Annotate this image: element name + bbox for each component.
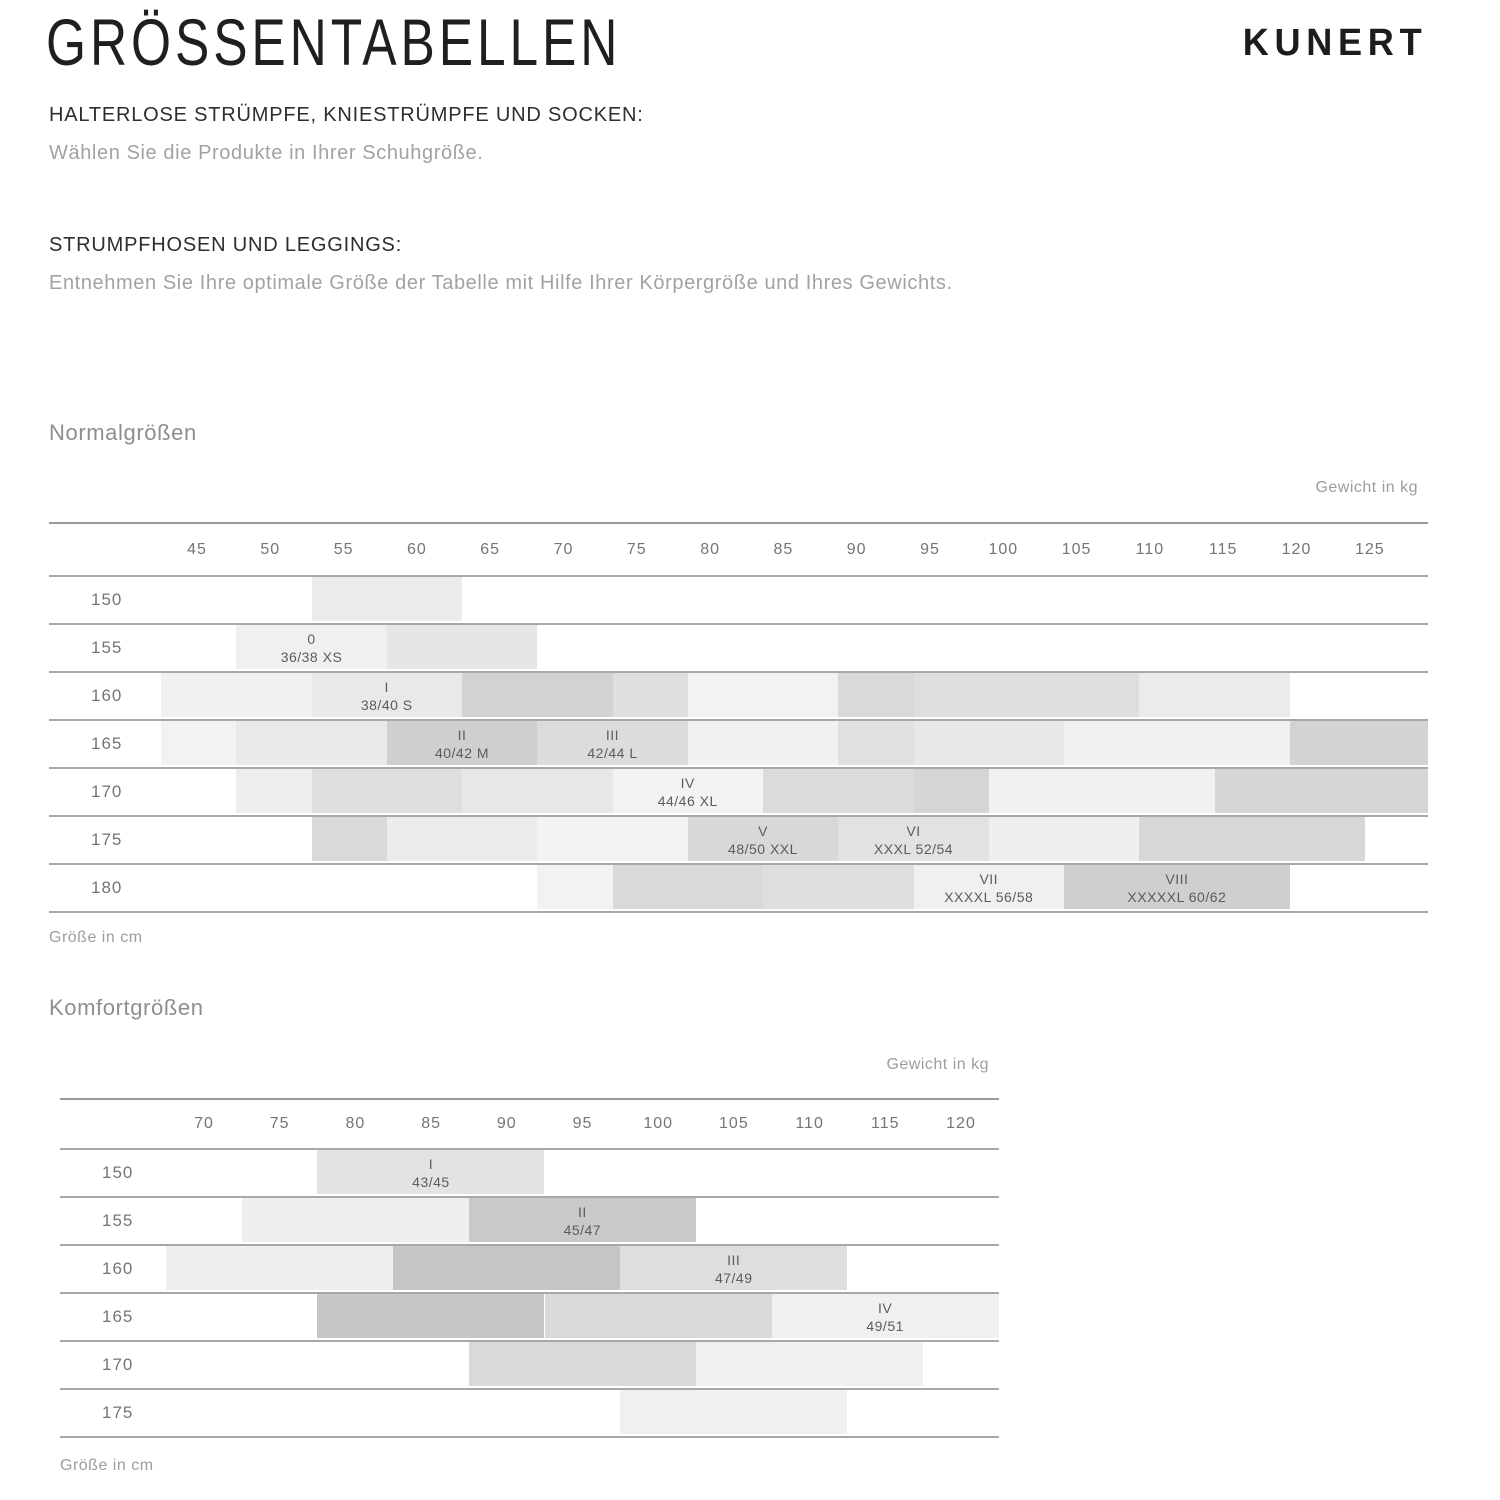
size-numeral: V xyxy=(758,823,768,839)
weight-tick: 120 xyxy=(946,1115,976,1132)
height-row-label: 170 xyxy=(91,782,123,801)
weight-tick: 95 xyxy=(920,540,940,558)
size-region-label xyxy=(824,822,1004,858)
height-row xyxy=(60,1390,999,1438)
size-region xyxy=(688,721,839,765)
size-region xyxy=(161,673,312,717)
size-range-label: 43/45 xyxy=(412,1174,450,1190)
weight-tick: 55 xyxy=(333,540,354,558)
size-region xyxy=(312,817,387,861)
size-region xyxy=(236,721,387,765)
weight-tick: 80 xyxy=(345,1115,366,1132)
height-row xyxy=(49,625,1428,673)
size-region xyxy=(469,1342,696,1386)
weight-tick: 125 xyxy=(1354,540,1385,558)
size-range-label: XXXXL 56/58 xyxy=(944,889,1034,905)
size-range-label: XXXL 52/54 xyxy=(873,841,954,857)
size-region xyxy=(462,673,613,717)
size-numeral: I xyxy=(384,679,389,695)
size-numeral: III xyxy=(727,1252,741,1268)
height-row xyxy=(49,769,1428,817)
weight-tick: 100 xyxy=(643,1115,674,1132)
chart-title: Komfortgrößen xyxy=(49,995,204,1020)
size-region-label xyxy=(297,678,477,714)
weight-axis-header xyxy=(60,1098,999,1150)
size-numeral: VI xyxy=(906,823,921,839)
size-region xyxy=(161,721,236,765)
section-body-tights: Entnehmen Sie Ihre optimale Größe der Tabelle mit Hilfe Ihrer Körpergröße und Ihres Gewichts. xyxy=(49,272,953,294)
size-region-label xyxy=(644,1251,824,1287)
size-region xyxy=(989,817,1140,861)
weight-tick: 90 xyxy=(846,540,867,558)
size-region xyxy=(620,1390,847,1434)
size-region xyxy=(312,769,463,813)
size-region-label xyxy=(598,774,778,810)
weight-tick: 105 xyxy=(1061,540,1092,558)
size-region xyxy=(545,1294,772,1338)
weight-tick: 95 xyxy=(572,1115,593,1132)
size-numeral: II xyxy=(577,1204,587,1220)
weight-tick: 70 xyxy=(194,1115,214,1132)
size-region xyxy=(1139,673,1290,717)
size-range-label: 49/51 xyxy=(866,1318,904,1334)
height-row xyxy=(49,817,1428,865)
height-row xyxy=(60,1246,999,1294)
size-range-label: 40/42 M xyxy=(434,745,490,761)
brand-logo: KUNERT xyxy=(1242,22,1427,64)
size-region xyxy=(537,865,612,909)
height-row-label: 155 xyxy=(102,1211,134,1230)
weight-tick: 115 xyxy=(1208,540,1238,558)
size-region xyxy=(166,1246,393,1290)
section-body-socks: Wählen Sie die Produkte in Ihrer Schuhgröße. xyxy=(49,142,484,164)
weight-tick: 115 xyxy=(871,1115,900,1132)
height-row-label: 155 xyxy=(91,638,123,657)
section-heading-tights: STRUMPFHOSEN UND LEGGINGS: xyxy=(49,234,403,256)
size-region xyxy=(613,673,688,717)
weight-tick: 75 xyxy=(269,1115,290,1132)
size-region xyxy=(393,1246,620,1290)
size-region xyxy=(317,1294,544,1338)
size-region xyxy=(914,673,1140,717)
weight-tick: 65 xyxy=(480,540,501,558)
size-region-label xyxy=(795,1299,975,1335)
size-region xyxy=(688,673,839,717)
weight-tick: 100 xyxy=(988,540,1019,558)
size-numeral: III xyxy=(605,727,620,743)
height-row-label: 170 xyxy=(102,1355,134,1374)
size-range-label: 44/46 XL xyxy=(657,793,718,809)
height-row xyxy=(49,577,1428,625)
size-region xyxy=(1064,721,1290,765)
size-region xyxy=(312,577,463,621)
size-region-label xyxy=(341,1155,521,1191)
weight-tick: 90 xyxy=(496,1115,517,1132)
weight-tick: 85 xyxy=(773,540,794,558)
size-region-label xyxy=(1087,870,1267,906)
height-row-label: 150 xyxy=(91,590,123,609)
weight-tick: 120 xyxy=(1281,540,1312,558)
size-numeral: VII xyxy=(979,871,999,887)
weight-tick: 60 xyxy=(406,540,427,558)
height-row xyxy=(49,721,1428,769)
height-row-label: 150 xyxy=(102,1163,134,1182)
size-region-label xyxy=(492,1203,672,1239)
weight-axis-header xyxy=(49,522,1428,577)
height-row xyxy=(49,673,1428,721)
size-region xyxy=(838,673,913,717)
height-row-label: 165 xyxy=(102,1307,134,1326)
size-region xyxy=(914,769,989,813)
size-numeral: IV xyxy=(680,775,695,791)
size-numeral: IV xyxy=(878,1300,893,1316)
size-region xyxy=(613,865,764,909)
size-range-label: XXXXXL 60/62 xyxy=(1127,889,1227,905)
size-region xyxy=(1215,769,1429,813)
weight-tick: 105 xyxy=(719,1115,749,1132)
size-region-label xyxy=(899,870,1079,906)
height-row xyxy=(60,1342,999,1390)
page-title: GRÖSSENTABELLEN xyxy=(46,5,622,79)
size-range-label: 45/47 xyxy=(563,1222,602,1238)
weight-tick: 75 xyxy=(626,540,647,558)
size-region xyxy=(914,721,1065,765)
size-region xyxy=(387,817,538,861)
size-range-label: 36/38 XS xyxy=(280,649,343,665)
height-row xyxy=(60,1150,999,1198)
size-region xyxy=(236,769,311,813)
size-range-label: 47/49 xyxy=(714,1270,753,1286)
size-region xyxy=(763,865,914,909)
size-range-label: 38/40 S xyxy=(360,697,413,713)
size-region xyxy=(387,625,538,669)
height-row-label: 180 xyxy=(91,878,123,897)
height-row-label: 175 xyxy=(102,1403,134,1422)
size-region xyxy=(537,817,688,861)
size-numeral: 0 xyxy=(307,631,316,647)
weight-axis-label: Gewicht in kg xyxy=(1315,479,1418,496)
weight-tick: 85 xyxy=(421,1115,441,1132)
size-region-label xyxy=(523,726,703,762)
weight-tick: 45 xyxy=(187,540,207,558)
weight-tick: 80 xyxy=(700,540,720,558)
height-row xyxy=(60,1198,999,1246)
height-axis-label: Größe in cm xyxy=(49,929,143,946)
chart-title: Normalgrößen xyxy=(49,420,197,445)
weight-tick: 50 xyxy=(260,540,281,558)
section-heading-socks: HALTERLOSE STRÜMPFE, KNIESTRÜMPFE UND SOCKEN: xyxy=(49,104,644,126)
height-row-label: 175 xyxy=(91,830,123,849)
size-numeral: I xyxy=(428,1156,434,1172)
height-row-label: 160 xyxy=(102,1259,134,1278)
size-region xyxy=(696,1342,923,1386)
size-range-label: 42/44 L xyxy=(587,745,638,761)
size-region-label xyxy=(222,630,402,666)
weight-tick: 110 xyxy=(795,1115,824,1132)
size-region xyxy=(838,721,913,765)
height-row-label: 160 xyxy=(91,686,123,705)
size-region xyxy=(989,769,1215,813)
size-region xyxy=(462,769,613,813)
size-region xyxy=(242,1198,469,1242)
height-row xyxy=(49,865,1428,913)
height-row-label: 165 xyxy=(91,734,123,753)
size-numeral: VIII xyxy=(1165,871,1189,887)
weight-tick: 110 xyxy=(1135,540,1165,558)
size-range-label: 48/50 XXL xyxy=(728,841,798,857)
weight-axis-label: Gewicht in kg xyxy=(886,1056,989,1073)
height-axis-label: Größe in cm xyxy=(60,1457,154,1474)
size-region xyxy=(1139,817,1365,861)
size-region xyxy=(763,769,914,813)
size-numeral: II xyxy=(457,727,467,743)
height-row xyxy=(60,1294,999,1342)
weight-tick: 70 xyxy=(553,540,574,558)
size-region xyxy=(1290,721,1428,765)
